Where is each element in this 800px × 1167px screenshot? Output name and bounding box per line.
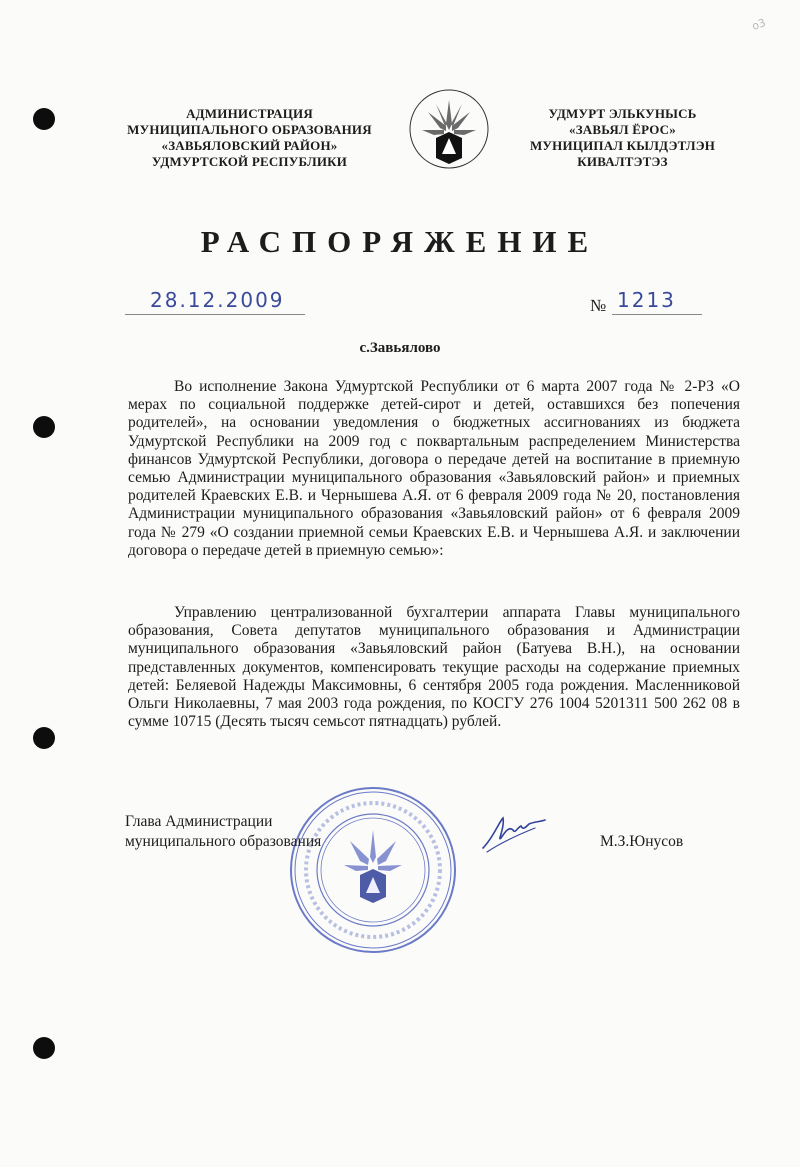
paragraph-text: Во исполнение Закона Удмуртской Республики от 6 марта 2007 года № 2-РЗ «О мерах по социальной поддержке детей-сирот и детей, оставшихся без попечения родителей», на основании уведомления о бюджетных ассигнованиях из бюджета Удмуртской Республики на 2009 год с поквартальным распределением Министерства финансов Удмуртской Республики, договора о передаче детей на воспитание в приемную семью Администрации муниципального образования «Завьяловский район» и приемных родителей Краевских Е.В. и Чернышева А.Я. от 6 февраля 2009 года № 20, постановления Администрации муниципального образования «Завьяловский район» от 6 февраля 2009 года № 279 «О создании приемной семьи Краевских Е.В. и Чернышева А.Я. и заключении договора о передаче детей в приемную семью»: xyxy=(128,378,740,559)
header-left-line: АДМИНИСТРАЦИЯ xyxy=(186,106,313,121)
paragraph-text: Управлению централизованной бухгалтерии аппарата Главы муниципального образования, Совета депутатов муниципального образования и Администрации муниципального образования «Завьяловский район (Батуева В.Н.), на основании представленных документов, компенсировать текущие расходы на содержание приемных детей: Беляевой Надежды Максимовны, 6 сентября 2005 года рождения. Масленниковой Ольги Николаевны, 7 мая 2003 года рождения, по КОСГУ 276 1004 5201311 500 262 08 в сумме 10715 (Десять тысяч семьсот пятнадцать) рублей. xyxy=(128,604,740,731)
place-name: с.Завьялово xyxy=(359,340,441,356)
signer-name: М.З.Юнусов xyxy=(600,833,684,850)
signer-position-line: муниципального образования xyxy=(125,833,322,850)
header-left-line: УДМУРТСКОЙ РЕСПУБЛИКИ xyxy=(151,154,348,169)
signer-position-line: Глава Администрации xyxy=(125,813,273,830)
official-seal xyxy=(288,785,458,955)
signer-position xyxy=(125,812,321,852)
paragraph-preamble xyxy=(128,378,740,560)
corner-mark: o3 xyxy=(750,16,768,33)
number-sign: № xyxy=(590,296,607,315)
punch-hole-2 xyxy=(33,416,55,438)
punch-hole-4 xyxy=(33,1037,55,1059)
number-underline xyxy=(612,314,702,315)
header-left xyxy=(112,106,387,170)
paragraph-order xyxy=(128,604,740,731)
header-left-line: МУНИЦИПАЛЬНОГО ОБРАЗОВАНИЯ xyxy=(127,122,372,137)
handwritten-signature xyxy=(475,808,550,858)
emblem-logo xyxy=(408,88,490,170)
header-left-line: «ЗАВЬЯЛОВСКИЙ РАЙОН» xyxy=(161,138,338,153)
header-right-line: МУНИЦИПАЛ КЫЛДЭТЛЭН xyxy=(529,138,716,153)
document-title: РАСПОРЯЖЕНИЕ xyxy=(200,224,600,259)
header-right xyxy=(515,106,730,170)
header-right-line: КИВАЛТЭТЭЗ xyxy=(577,154,668,169)
punch-hole-3 xyxy=(33,727,55,749)
document-date: 28.12.2009 xyxy=(150,288,285,312)
header-right-line: УДМУРТ ЭЛЬКУНЫСЬ xyxy=(548,106,697,121)
header-right-line: «ЗАВЬЯЛ ЁРОС» xyxy=(569,122,676,137)
date-underline xyxy=(125,314,305,315)
document-number: 1213 xyxy=(617,288,676,312)
punch-hole-1 xyxy=(33,108,55,130)
